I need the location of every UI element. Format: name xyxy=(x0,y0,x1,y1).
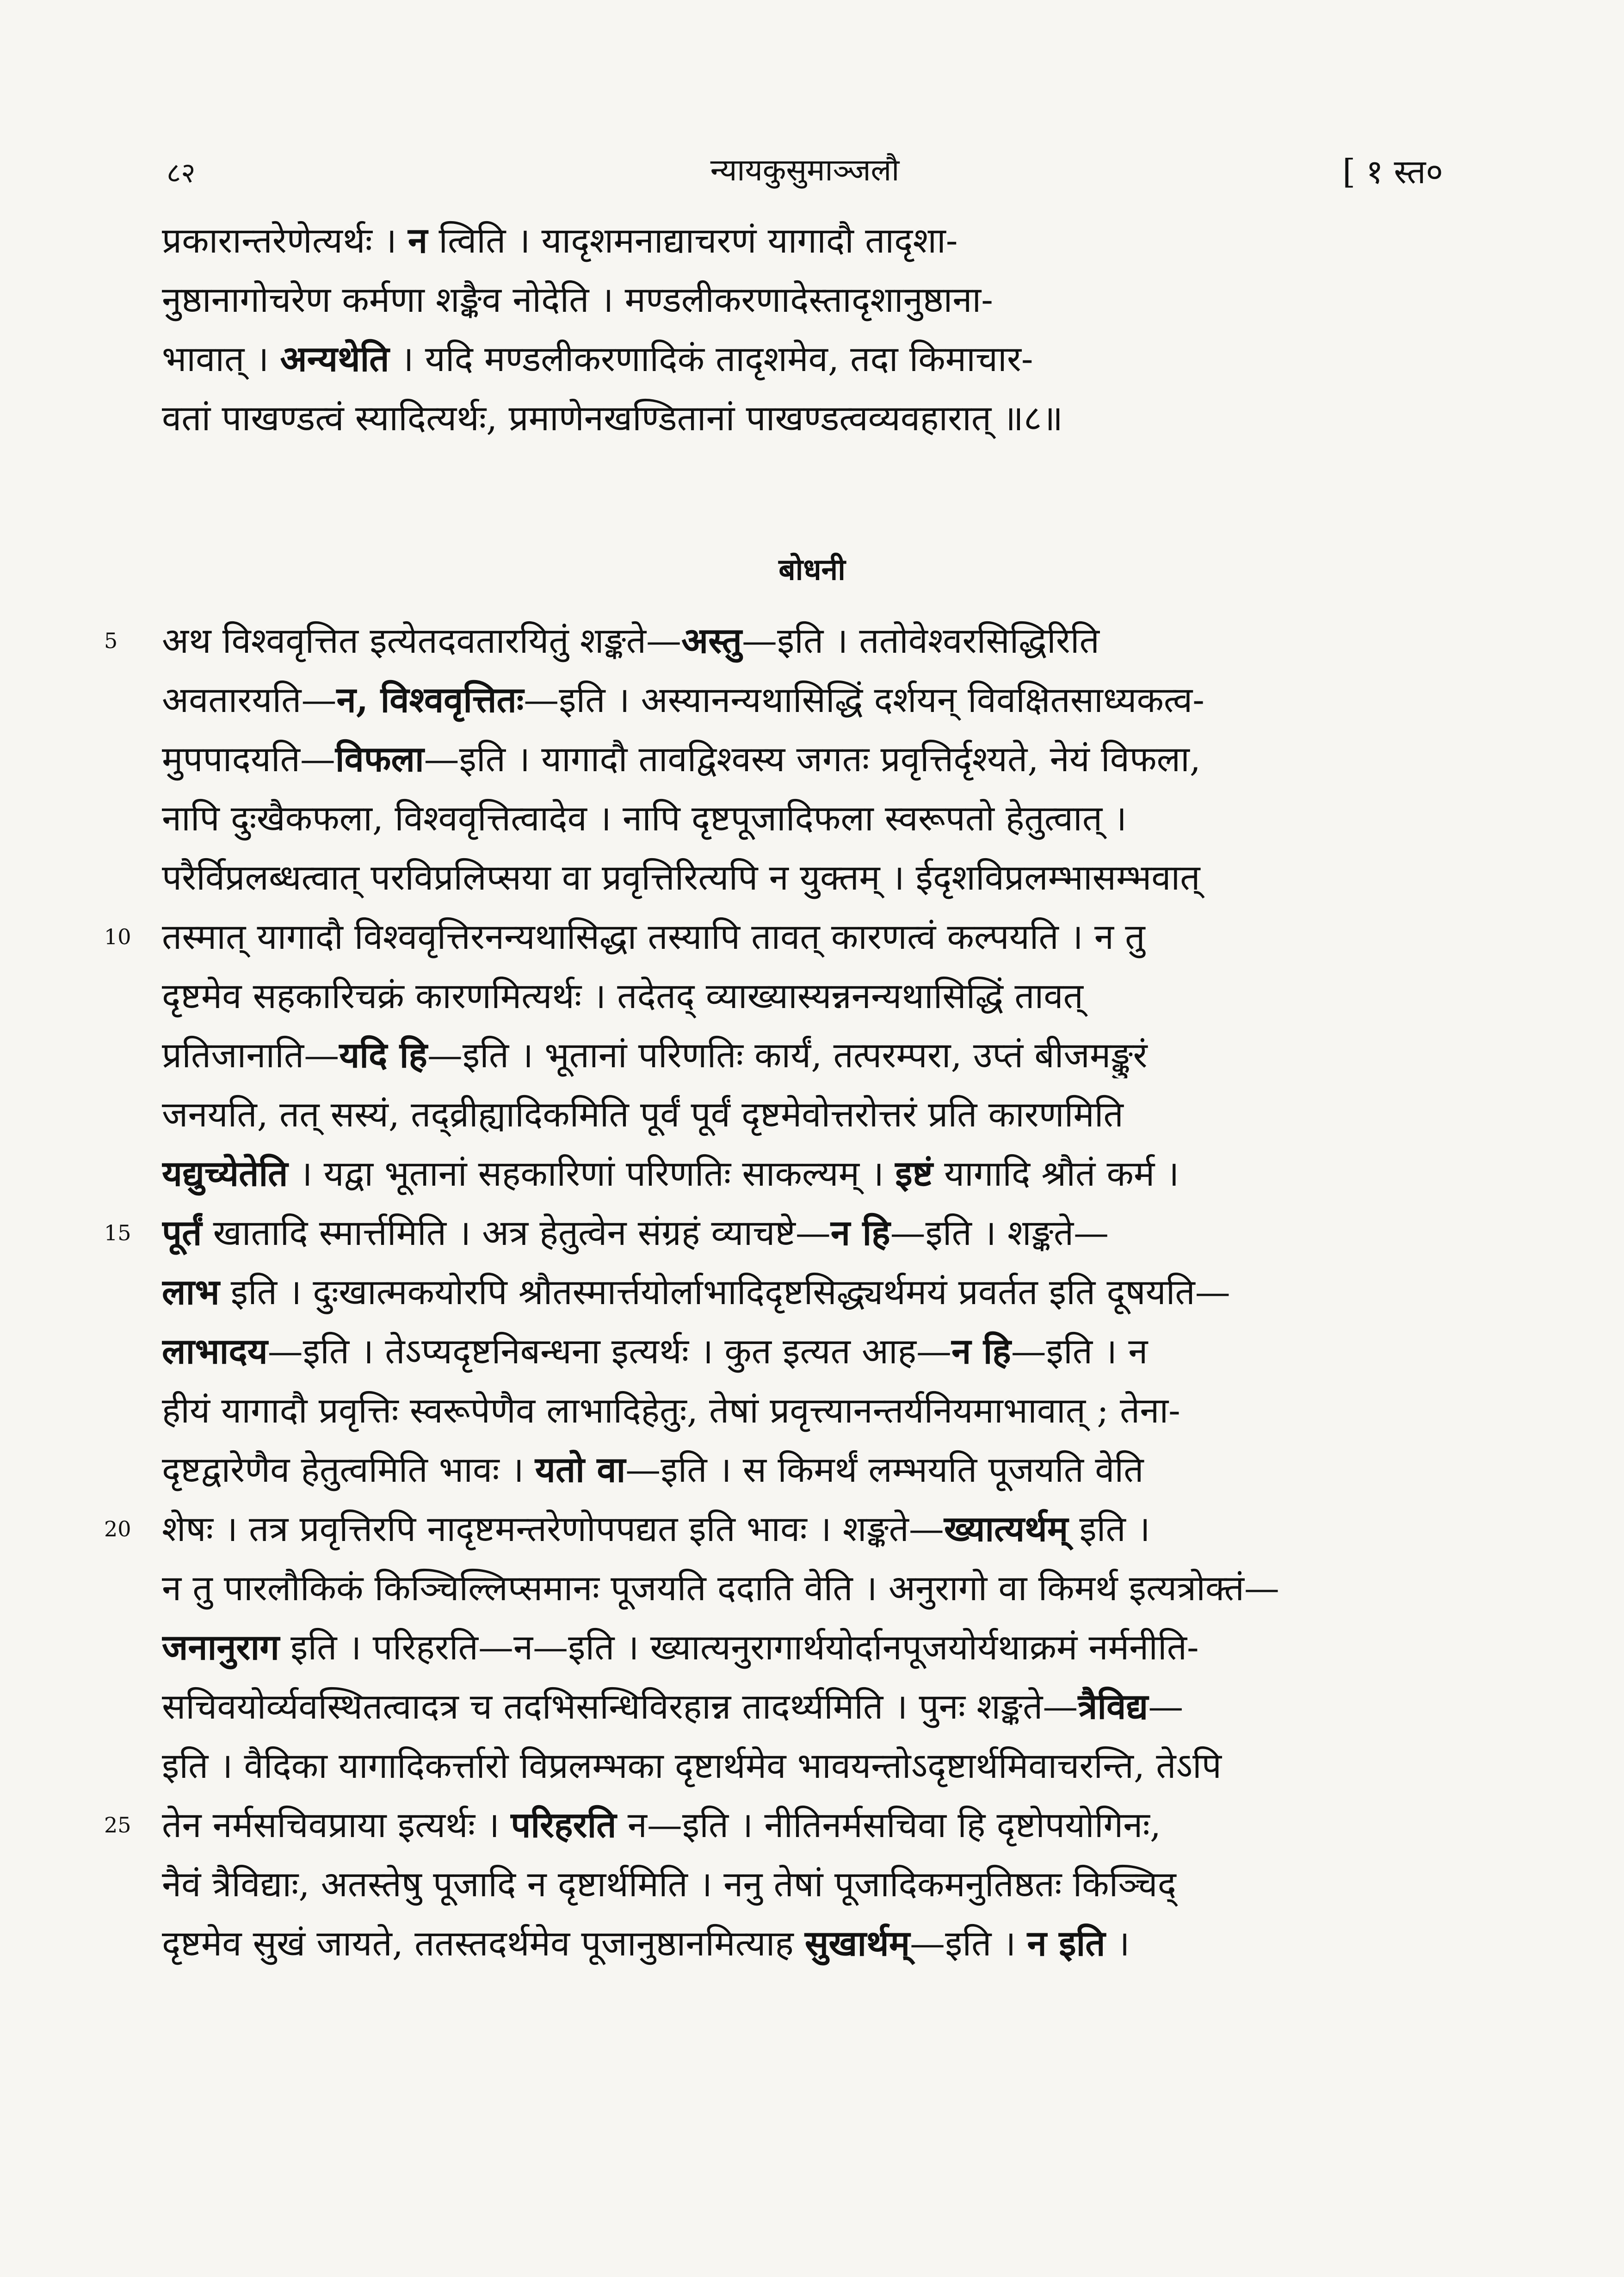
text-line xyxy=(162,736,1448,782)
bold-lemma: यदि हि xyxy=(339,1034,427,1076)
text-segment: न—इति । नीतिनर्मसचिवा हि दृष्टोपयोगिनः, xyxy=(616,1804,1161,1845)
text-line xyxy=(162,1091,1448,1138)
text-line xyxy=(162,277,1448,323)
bold-lemma: इष्टं xyxy=(895,1153,933,1194)
text-line xyxy=(162,217,1448,264)
line-number: 25 xyxy=(104,1813,131,1838)
text-segment: न तु पारलौकिकं किञ्चिल्लिप्समानः पूजयति ददाति वेति । अनुरागो वा किमर्थ इत्यत्रोक्तं— xyxy=(162,1567,1279,1609)
text-segment: सचिवयोर्व्यवस्थितत्वादत्र च तदभिसन्धिविरहान्न तादर्थ्यमिति । पुनः शङ्कते— xyxy=(162,1686,1078,1727)
text-segment: इति । xyxy=(1068,1508,1150,1549)
text-segment: दृष्टमेव सहकारिचक्रं कारणमित्यर्थः । तदेतद् व्याख्यास्यन्ननन्यथासिद्धिं तावत् xyxy=(162,975,1083,1016)
text-segment: । यद्वा भूतानां सहकारिणां परिणतिः साकल्यम् । xyxy=(288,1153,895,1194)
text-segment: —इति । xyxy=(910,1923,1027,1964)
text-segment: प्रतिजानाति— xyxy=(162,1034,340,1076)
line-number: 20 xyxy=(104,1516,131,1541)
text-segment: तेन नर्मसचिवप्राया इत्यर्थः । xyxy=(162,1804,511,1845)
text-segment: अथ विश्ववृत्तित इत्येतदवतारयितुं शङ्कते— xyxy=(162,620,682,661)
section-heading: बोधनी xyxy=(778,552,846,587)
text-line xyxy=(162,1802,1448,1848)
text-segment: —इति । तेऽप्यदृष्टनिबन्धना इत्यर्थः । कुत इत्यत आह— xyxy=(267,1330,952,1372)
line-number: 5 xyxy=(104,628,118,653)
text-segment: हीयं यागादौ प्रवृत्तिः स्वरूपेणैव लाभादिहेतुः, तेषां प्रवृत्त्यानन्तर्यनियमाभावात् ; तेना- xyxy=(162,1390,1180,1431)
text-line xyxy=(162,1920,1448,1967)
bold-lemma: पूर्तं xyxy=(162,1212,202,1253)
text-segment: नुष्ठानागोचरेण कर्मणा शङ्कैव नोदेति । मण्डलीकरणादेस्तादृशानुष्ठाना- xyxy=(162,279,993,320)
text-line xyxy=(162,395,1448,441)
line-number: 15 xyxy=(104,1220,131,1245)
text-line xyxy=(162,618,1448,664)
text-line xyxy=(162,1624,1448,1671)
text-segment: मुपपादयति— xyxy=(162,738,335,780)
text-segment: — xyxy=(1148,1686,1184,1727)
text-segment: । यदि मण्डलीकरणादिकं तादृशमेव, तदा किमाचार- xyxy=(389,338,1033,379)
text-segment: इति । परिहरति—न—इति । ख्यात्यनुरागार्थयोर्दानपूजयोर्यथाक्रमं नर्मनीति- xyxy=(279,1627,1199,1668)
text-line xyxy=(162,1151,1448,1197)
section-marker: [ १ स्त० xyxy=(1342,152,1443,191)
text-segment: त्विति । यादृशमनाद्याचरणं यागादौ तादृशा- xyxy=(427,220,958,261)
bold-lemma: अस्तु xyxy=(681,620,742,661)
text-line xyxy=(162,1269,1448,1315)
text-line xyxy=(162,1210,1448,1256)
text-segment: —इति । अस्यानन्यथासिद्धिं दर्शयन् विवक्षितसाध्यकत्व- xyxy=(524,679,1204,720)
bold-lemma: अन्यथेति xyxy=(280,338,389,379)
text-segment: वतां पाखण्डत्वं स्यादित्यर्थः, प्रमाणेनखण्डितानां पाखण्डत्वव्यवहारात् ॥८॥ xyxy=(162,397,1063,439)
text-line xyxy=(162,914,1448,960)
text-segment: जनयति, तत् सस्यं, तद्व्रीह्यादिकमिति पूर्वं पूर्वं दृष्टमेवोत्तरोत्तरं प्रति कारणमिति xyxy=(162,1094,1124,1135)
text-line xyxy=(162,1447,1448,1493)
page-header xyxy=(157,139,1452,204)
bold-lemma: विफला xyxy=(335,738,424,780)
text-segment: —इति । यागादौ तावद्विश्वस्य जगतः प्रवृत्तिर्दृश्यते, नेयं विफला, xyxy=(424,738,1201,780)
text-segment: यागादि श्रौतं कर्म । xyxy=(932,1153,1179,1194)
text-segment: भावात् । xyxy=(162,338,280,379)
bold-lemma: न हि xyxy=(951,1330,1011,1372)
text-segment: परैर्विप्रलब्धत्वात् परविप्रलिप्सया वा प्रवृत्तिरित्यपि न युक्तम् । ईदृशविप्रलम्भासम्भवात् xyxy=(162,857,1200,898)
text-line xyxy=(162,336,1448,382)
text-segment: —इति । न xyxy=(1011,1330,1148,1372)
page-number: ८२ xyxy=(167,157,196,189)
text-line xyxy=(162,1743,1448,1789)
text-line xyxy=(162,1683,1448,1730)
bold-lemma: त्रैविद्य xyxy=(1078,1686,1149,1727)
bold-lemma: जनानुराग xyxy=(162,1627,279,1668)
text-segment: इति । दुःखात्मकयोरपि श्रौतस्मार्त्तयोर्लाभादिदृष्टसिद्ध्यर्थमयं प्रवर्तत इति दूषयति— xyxy=(219,1271,1230,1312)
text-line xyxy=(162,1565,1448,1611)
text-segment: दृष्टमेव सुखं जायते, ततस्तदर्थमेव पूजानुष्ठानमित्याह xyxy=(162,1923,805,1964)
text-segment: अवतारयति— xyxy=(162,679,337,720)
text-line xyxy=(162,973,1448,1019)
text-line xyxy=(162,795,1448,842)
text-line xyxy=(162,1861,1448,1907)
text-segment: शेषः । तत्र प्रवृत्तिरपि नादृष्टमन्तरेणोपपद्यत इति भावः । शङ्कते— xyxy=(162,1508,944,1549)
text-segment: प्रकारान्तरेणेत्यर्थः । xyxy=(162,220,408,261)
text-segment: —इति । स किमर्थं लम्भयति पूजयति वेति xyxy=(625,1449,1144,1490)
text-line xyxy=(162,1506,1448,1552)
text-segment: —इति । शङ्कते— xyxy=(890,1212,1109,1253)
bold-lemma: न xyxy=(408,220,428,261)
bold-lemma: परिहरति xyxy=(511,1804,617,1845)
text-segment: । xyxy=(1105,1923,1130,1964)
text-line xyxy=(162,1032,1448,1078)
bold-lemma: न इति xyxy=(1027,1923,1105,1964)
line-number: 10 xyxy=(104,924,131,949)
bold-lemma: ख्यात्यर्थम् xyxy=(944,1508,1068,1549)
running-title: न्यायकुसुमाञ्जलौ xyxy=(710,152,900,188)
text-segment: खातादि स्मार्त्तमिति । अत्र हेतुत्वेन संग्रहं व्याचष्टे— xyxy=(202,1212,831,1253)
bold-lemma: यतो वा xyxy=(535,1449,626,1490)
text-line xyxy=(162,1328,1448,1374)
bold-lemma: लाभ xyxy=(162,1271,220,1312)
text-line xyxy=(162,1387,1448,1434)
text-line xyxy=(162,677,1448,723)
bold-lemma: न, विश्ववृत्तितः xyxy=(336,679,524,720)
bold-lemma: सुखार्थम् xyxy=(804,1923,910,1964)
text-segment: इति । वैदिका यागादिकर्त्तारो विप्रलम्भका दृष्टार्थमेव भावयन्तोऽदृष्टार्थमिवाचरन्ति, तेऽपि xyxy=(162,1745,1222,1786)
text-segment: नैवं त्रैविद्याः, अतस्तेषु पूजादि न दृष्टार्थमिति । ननु तेषां पूजादिकमनुतिष्ठतः किञ्चिद् xyxy=(162,1863,1176,1905)
text-segment: नापि दुःखैकफला, विश्ववृत्तित्वादेव । नापि दृष्टपूजादिफला स्वरूपतो हेतुत्वात् । xyxy=(162,798,1127,839)
text-line xyxy=(162,854,1448,901)
bold-lemma: यद्युच्येतेति xyxy=(162,1153,288,1194)
text-segment: तस्मात् यागादौ विश्ववृत्तिरनन्यथासिद्धा तस्यापि तावत् कारणत्वं कल्पयति । न तु xyxy=(162,916,1145,957)
text-segment: —इति । ततोवेश्वरसिद्धिरिति xyxy=(741,620,1099,661)
bold-lemma: न हि xyxy=(830,1212,890,1253)
text-segment: —इति । भूतानां परिणतिः कार्यं, तत्परम्परा, उप्तं बीजमङ्कुरं xyxy=(427,1034,1148,1076)
bold-lemma: लाभादय xyxy=(162,1330,268,1372)
text-segment: दृष्टद्वारेणैव हेतुत्वमिति भावः । xyxy=(162,1449,535,1490)
